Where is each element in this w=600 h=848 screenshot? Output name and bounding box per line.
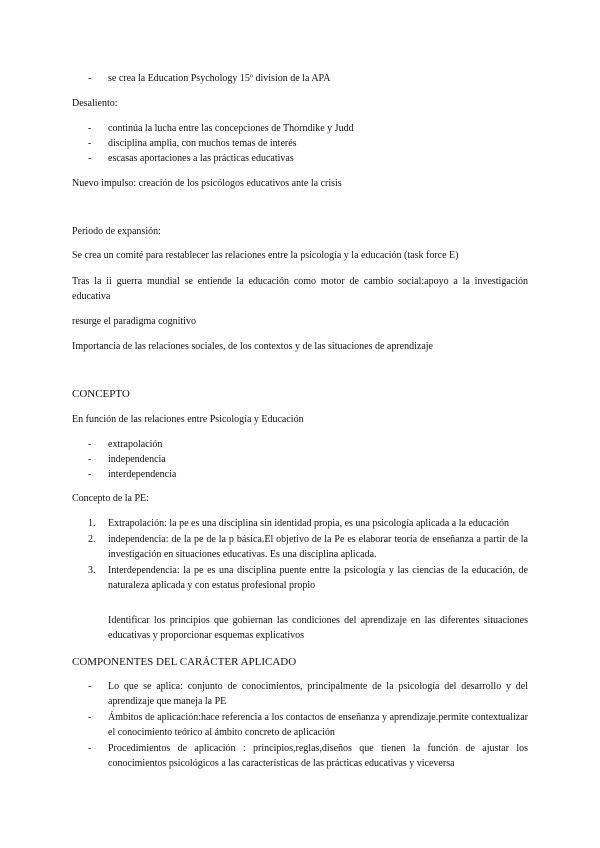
desaliento-heading: Desaliento: xyxy=(72,98,118,109)
concepto-list xyxy=(88,437,528,482)
nuevo-impulso-paragraph: Nuevo impulso: creación de los psicólogos educativos ante la crisis xyxy=(72,178,342,189)
top-bullet-list xyxy=(88,71,528,86)
list-item: - extrapolación xyxy=(88,439,163,450)
concepto-pe-numbered-list xyxy=(88,516,528,594)
dash-bullet: - xyxy=(88,439,92,450)
concepto-heading: CONCEPTO xyxy=(72,388,130,400)
dash-bullet: - xyxy=(88,681,92,692)
dash-bullet: - xyxy=(88,743,92,754)
list-number: 2. xyxy=(88,534,96,545)
expansion-heading: Periodo de expansión: xyxy=(72,226,161,237)
dash-bullet: - xyxy=(88,469,92,480)
list-item: 3. Interdependencia: la pe es una disciplina puente entre la psicología y las ciencias de la educación, de naturaleza aplicada y con estatus profesional propio xyxy=(88,565,528,591)
desaliento-list xyxy=(88,121,528,166)
list-item: - Lo que se aplica: conjunto de conocimientos, principalmente de la psicología del desarrollo y del aprendizaje que maneja la PE xyxy=(88,681,528,707)
dash-bullet: - xyxy=(88,454,92,465)
list-item: 1. Extrapolación: la pe es una disciplina sin identidad propia, es una psicología aplicada a la educación xyxy=(88,518,509,529)
list-number: 3. xyxy=(88,565,96,576)
list-item: 2. independencia: de la pe de la p básica.El objetivo de la Pe es elaborar teoría de enseñanza a partir de la investigación en situaciones educativas. Es una disciplina aplicada. xyxy=(88,534,528,560)
list-item: - Ámbitos de aplicación:hace referencia a los contactos de enseñanza y aprendizaje.permite contextualizar el conocimiento teórico al ámbito concreto de aplicación xyxy=(88,712,528,738)
list-item: - Procedimientos de aplicación : principios,reglas,diseños que tienen la función de ajustar los conocimientos psicológicos a las características de las prácticas educativas y viceversa xyxy=(88,743,528,769)
expansion-paragraph-4: Importancia de las relaciones sociales, de los contextos y de las situaciones de aprendizaje xyxy=(72,341,433,352)
list-item: - independencia xyxy=(88,454,166,465)
list-item: - continúa la lucha entre las concepciones de Thorndike y Judd xyxy=(88,123,354,134)
concepto-pe-heading: Concepto de la PE: xyxy=(72,493,149,504)
expansion-paragraph-2: Tras la ii guerra mundial se entiende la educación como motor de cambio social:apoyo a la investigación educativa xyxy=(72,276,528,302)
list-item: - disciplina amplia, con muchos temas de interés xyxy=(88,138,297,149)
dash-bullet: - xyxy=(88,73,92,84)
list-item: - se crea la Education Psychology 15º division de la APA xyxy=(88,73,331,84)
dash-bullet: - xyxy=(88,138,92,149)
list-item: - escasas aportaciones a las prácticas educativas xyxy=(88,153,294,164)
list-item: - interdependencia xyxy=(88,469,177,480)
expansion-paragraph-3: resurge el paradigma cognitivo xyxy=(72,316,196,327)
componentes-list xyxy=(88,679,528,771)
expansion-paragraph-1: Se crea un comité para restablecer las relaciones entre la psicología y la educación (task force E) xyxy=(72,250,459,261)
dash-bullet: - xyxy=(88,712,92,723)
dash-bullet: - xyxy=(88,123,92,134)
concepto-pe-extra-paragraph: Identificar los principios que gobiernan las condiciones del aprendizaje en las diferentes situaciones educativas y proporcionar esquemas explicativos xyxy=(108,615,528,641)
componentes-heading: COMPONENTES DEL CARÁCTER APLICADO xyxy=(72,656,297,668)
concepto-intro: En función de las relaciones entre Psicología y Educación xyxy=(72,414,304,425)
dash-bullet: - xyxy=(88,153,92,164)
list-number: 1. xyxy=(88,518,96,529)
